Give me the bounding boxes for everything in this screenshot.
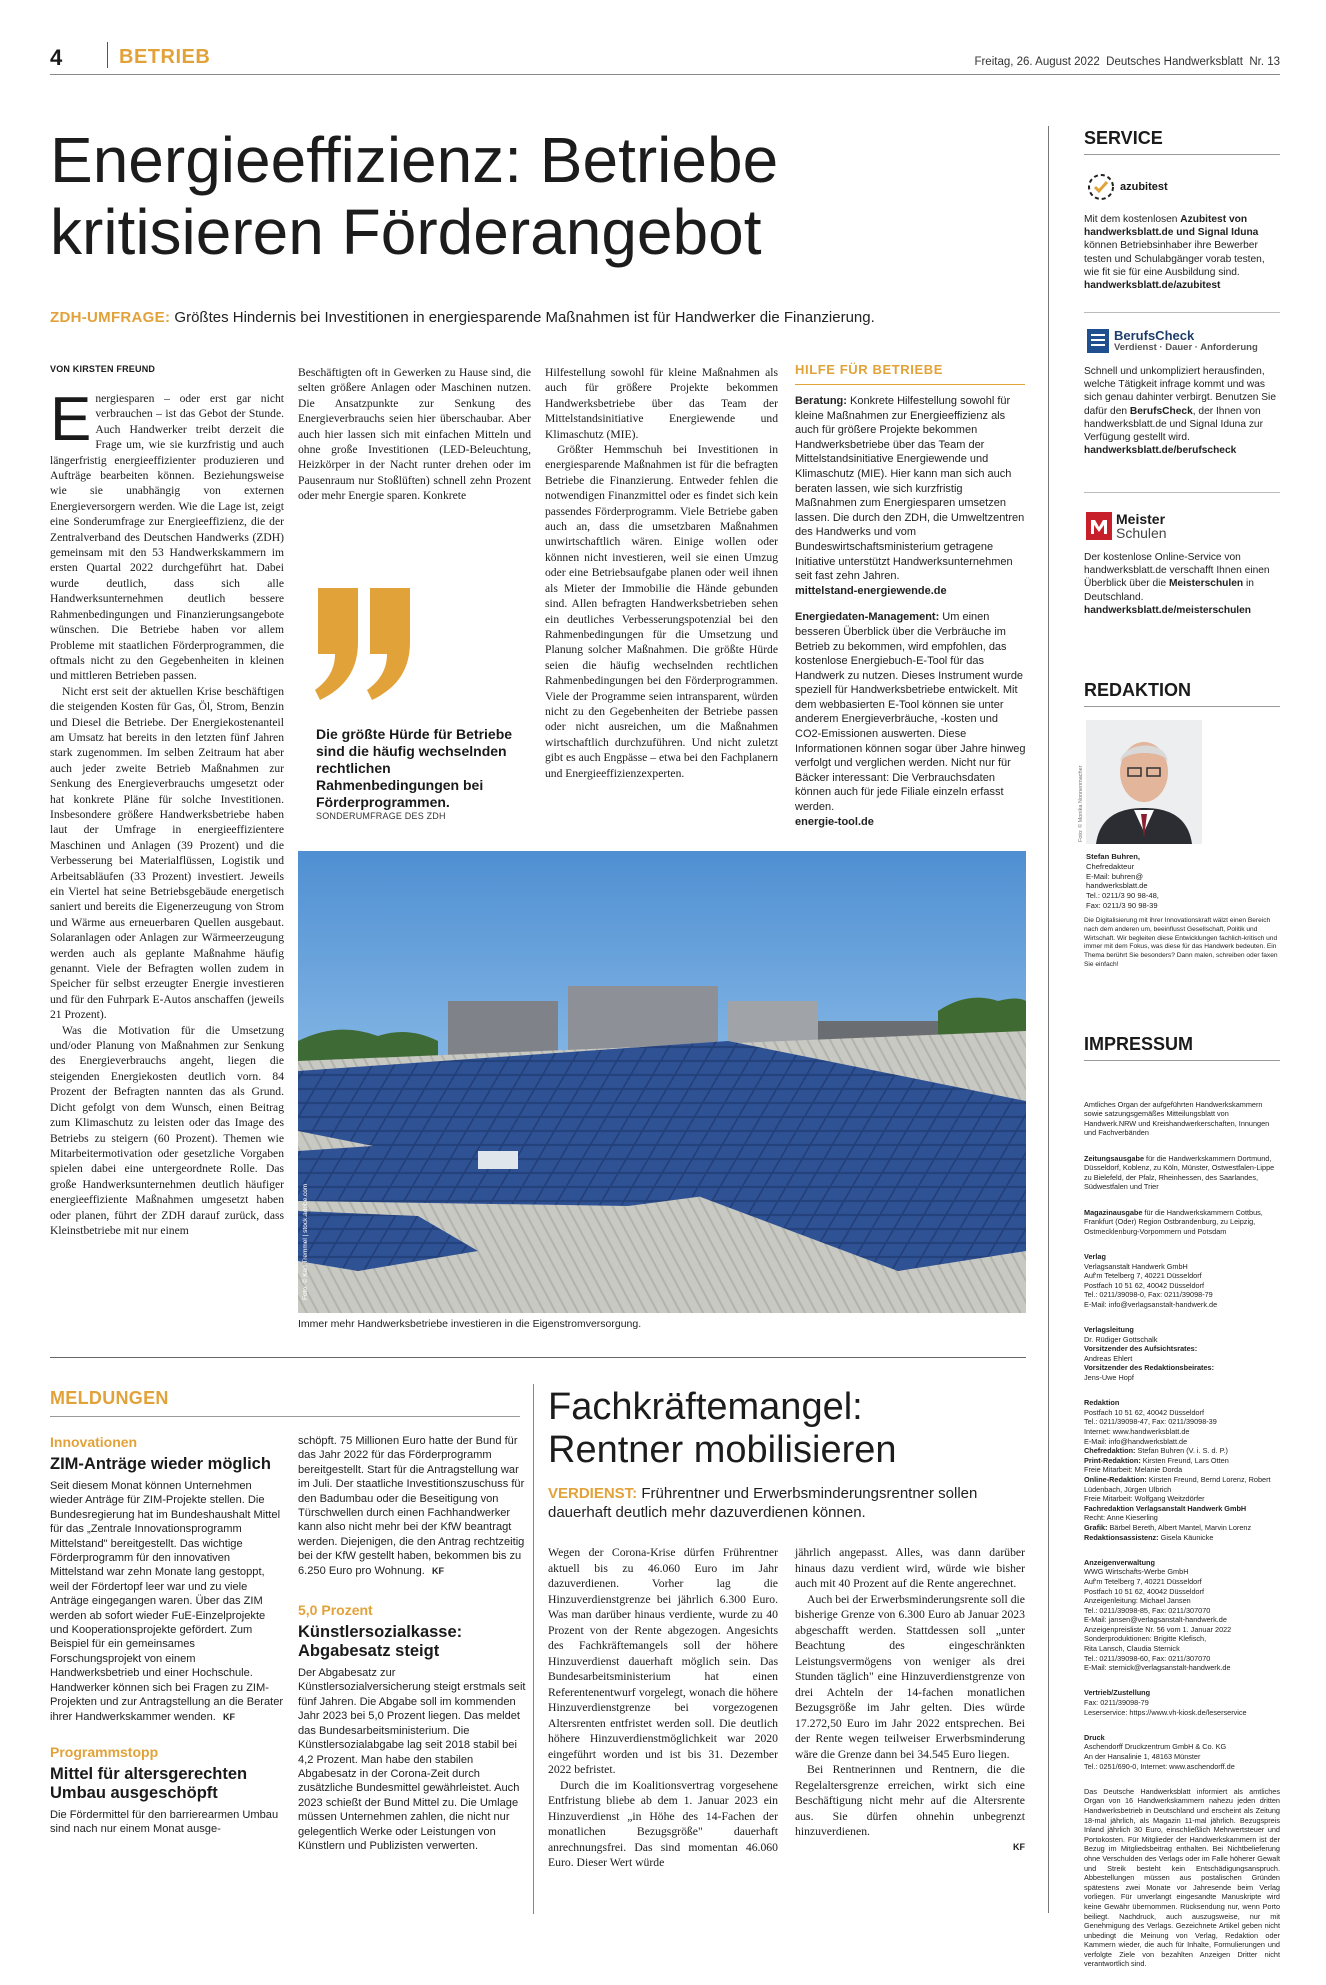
hilfe-energiedaten-text: Um einen besseren Überblick über die Verbräuche im Betrieb zu bekommen, wird empfohlen, das kostenlose Energiebuch-E-Tool für das Handwerk zu nutzen. Dieses Instrument wurde speziell für Handwerksbetriebe entwickelt. Mit dem webbasierten E-Tool können sie unter anderem Energieverbräuche, -kosten und CO2-Emissionen auswerten. Diese Informationen können sogar über Jahre hinweg verfolgt und verglichen werden. Nicht nur für Bäcker interessant: Die Verbrauchsdaten können auch für jede Filiale einzeln erfasst werden. (795, 611, 1026, 814)
berufscheck-link[interactable]: handwerksblatt.de/berufscheck (1084, 445, 1237, 457)
zeitung-text: für die Handwerkskammern Dortmund, Düsseldorf, Koblenz, zu Köln, Münster, Ostwestfalen-Lippe zu Bielefeld, der Pfalz, Rheinhessen, des Saarlandes, Südwestfalen und Trier (1084, 1153, 1275, 1192)
verlagsleitung-label: Verlagsleitung (1084, 1325, 1134, 1335)
col2-paragraph: Beschäftigten oft in Gewerken zu Hause sind, die selten größere Anlagen oder Maschinen nutzen. Die Ansatzpunkte zur Senkung des Energieverbrauchs seien hier überschaubar. Aber auch hier lassen sich mit einfachen Mitteln und ohne große Investitionen (LED-Beleuchtung, Heizkörper in der Nacht runter drehen oder im Pausenraum nur Stoßlüften) schnell zehn Prozent oder mehr Energie sparen. Konkrete (298, 366, 531, 503)
azubitest-logo-text: azubitest (1120, 181, 1168, 193)
assist-label: Redaktionsassistenz: (1084, 1532, 1159, 1542)
editor-role: Chefredakteur (1086, 861, 1135, 871)
main-headline (50, 124, 1050, 268)
second-headline (548, 1386, 1028, 1472)
redbeirat-text: Jens-Uwe Hopf (1084, 1373, 1134, 1383)
azubitest-text-a: Mit dem kostenlosen (1084, 214, 1181, 225)
main-kicker: ZDH-UMFRAGE: (50, 309, 171, 326)
col3-paragraph-1: Hilfestellung sowohl für kleine Maßnahmen als auch für größere Projekte bekommen Handwerksbetriebe über das Team der Mittelstandsinitiative Energiewende und Klimaschutz (MIE). (545, 366, 778, 441)
editor-fax: Fax: 0211/3 90 98-39 (1086, 900, 1158, 910)
second-headline-line-2: Rentner mobilisieren (548, 1429, 897, 1471)
main-article-col3 (545, 365, 778, 781)
verlag-text: Verlagsanstalt Handwerk GmbH Auf'm Tetelberg 7, 40221 Düsseldorf Postfach 10 51 62, 40042 Düsseldorf Tel.: 0211/39098-0, Fax: 0211/39098-79 E-Mail: info@verlagsanstalt-handwerk.de (1084, 1261, 1218, 1309)
meister-logo-text-2: Schulen (1116, 525, 1167, 541)
print-label: Print-Redaktion: (1084, 1455, 1141, 1465)
azubitest-link[interactable]: handwerksblatt.de/azubitest (1084, 280, 1221, 292)
item2-continuation (298, 1434, 526, 1578)
impressum-intro: Amtliches Organ der aufgeführten Handwerkskammern sowie satzungsgemäßes Mitteilungsblatt von Handwerk.NRW und Kreishandwerkerschaften, Innungen und Fachverbänden (1084, 1099, 1270, 1138)
item1-title: ZIM-Anträge wieder möglich (50, 1455, 271, 1473)
item2-title: Mittel für altersgerechten Umbau ausgeschöpft (50, 1764, 248, 1802)
service-title: SERVICE (1084, 128, 1163, 148)
hilfe-beratung-text: Konkrete Hilfestellung sowohl für kleine Maßnahmen zur Energieeffizienz als auch für größere Projekte bekommen Handwerksbetriebe über das Team der Mittelstandsinitiative Energiewende und Klimaschutz (MIE). Hier kann man sich auch beraten lassen, wie sich kurzfristig Maßnahmen zum Energiesparen umsetzen lassen. Die durch den ZDH, die Umweltzentren des Handwerks und vom Bundeswirtschaftsministerium getragene Initiative unterstützt Handwerksunternehmen seit fast zehn Jahren. (795, 395, 1025, 583)
second-col1-paragraph-2: Durch die im Koalitionsvertrag vorgesehene Entfristung bliebe ab dem 1. Januar 2023 ein Hinzuverdienst „in Höhe des 14-Fachen der monatlichen Bezugsgröße" dauerhaft anrechnungsfrei. Das sind momentan 46.060 Euro. Dieser Wert würde (548, 1778, 778, 1869)
item2-text: Die Fördermittel für den barrierearmen Umbau sind nach nur einem Monat ausge- (50, 1808, 279, 1836)
magazin-text: für die Handwerkskammern Cottbus, Frankfurt (Oder) Region Ostbrandenburg, zu Leipzig, Ostmecklenburg-Vorpommern und Potsdam (1084, 1207, 1263, 1236)
meister-logo-text-1: Meister (1116, 511, 1166, 527)
berufscheck-logo-text: BerufsCheck (1114, 327, 1195, 343)
editor-note: Die Digitalisierung mit ihrer Innovationskraft wälzt einen Bereich nach dem anderen um, beeinflusst Gesellschaft, Politik und Wirtschaft. Wir begleiten diese Entwicklungen fachlich-kritisch und immer mit dem Fokus, was diese für das Handwerk bedeuten. Ein Thema berührt Sie besonders? Dann malen, schreiben oder faxen Sie einfach! (1084, 917, 1278, 968)
azubitest-text (1084, 213, 1280, 292)
solar-photo (298, 851, 1026, 1313)
meister-m-icon (1086, 512, 1112, 540)
chefred-text: Stefan Buhren (V. i. S. d. P.) (1135, 1446, 1228, 1456)
section-label: BETRIEB (119, 46, 211, 68)
second-col1 (548, 1545, 778, 1871)
headline-line-2: kritisieren Förderangebot (50, 196, 762, 268)
checkmark-circle-icon (1086, 172, 1116, 202)
editor-name: Stefan Buhren, (1086, 852, 1141, 861)
online-text: Kirsten Freund, Bernd Lorenz, Robert Lüdenbach, Jürgen Ulbrich Freie Mitarbeit: Wolfgang Weitzdörfer (1084, 1474, 1271, 1504)
main-article-col2 (298, 365, 531, 504)
item1-signature: KF (222, 1711, 235, 1722)
vertrieb-label: Vertrieb/Zustellung (1084, 1688, 1151, 1698)
second-kicker: VERDIENST: (548, 1485, 638, 1502)
editor-tel: Tel.: 0211/3 90 98-48, (1086, 891, 1159, 901)
pull-quote: Die größte Hürde für Betriebe sind die häufig wechselnden rechtlichen Rahmenbedingungen bei Förderprogrammen. (316, 726, 513, 810)
hilfe-beratung-label: Beratung: (795, 395, 847, 407)
legal-text: Das Deutsche Handwerksblatt informiert als amtliches Organ von 16 Handwerkskammern nahezu jeden dritten Handwerksbetrieb in Deutschland und erscheint als Zeitung 18-mal jährlich, als Magazin 11-mal jährlich. Bezugspreis Inland jährlich 30 Euro, einschließlich Mehrwertsteuer und Portokosten. Für Mitglieder der Handwerkskammern ist der Bezug im Mitgliedsbeitrag enthalten. Bei Nichtbelieferung ohne Verschulden des Verlags oder im Falle höherer Gewalt und Streik besteht kein Entschädigungsanspruch. Abbestellungen müssen aus postalischen Gründen spätestens zwei Monate vor Jahresende beim Verlag vorliegen. Für unverlangt eingesandte Manuskripte wird keine Gewähr übernommen. Rücksendung nur, wenn Porto beiliegt. Nachdruck, auch auszugsweise, nur mit Genehmigung des Verlags. Gezeichnete Artikel geben nicht unbedingt die Meinung von Verlag, Redaktion oder Kammern wieder, die auch für Inhalte, Formulierungen und verfolgte Ziele von bezahlten Anzeigen Dritter nicht verantwortlich sind. (1084, 1786, 1280, 1969)
fach-label: Fachredaktion Verlagsanstalt Handwerk GmbH (1084, 1503, 1247, 1513)
col1-paragraph-3: Was die Motivation für die Umsetzung und/oder Planung von Maßnahmen zur Senkung des Energieverbrauchs angeht, liegen die steigenden Energiekosten deutlich vorn. 84 Prozent der Befragten nannten das als Grund. Dicht gefolgt von dem Wunsch, einen Beitrag zum Klimaschutz zu leisten oder das Image des Betriebs zu steigern (60 Prozent). Themen wie Mitarbeitermotivation oder gesetzliche Vorgaben spielen dabei eine untergeordnete Rolle. Das große Handwerksunternehmen deutlich häufiger energieeffiziente Maßnahmen umgesetzt haben oder planen, führt der ZDH darauf zurück, dass Kleinstbetriebe mit nur einem (50, 1023, 284, 1237)
print-text: Kirsten Freund, Lars Otten Freie Mitarbeit: Melanie Dorda (1084, 1455, 1229, 1475)
second-col2-paragraph-1: jährlich angepasst. Alles, was dann darüber hinaus dazu verdient wird, würde wie bisher auch mit 40 Prozent auf die Rente angerechnet. (795, 1546, 1025, 1590)
aufsicht-label: Vorsitzender des Aufsichtsrates: (1084, 1344, 1198, 1354)
redaktion-text: Postfach 10 51 62, 40042 Düsseldorf Tel.: 0211/39098-47, Fax: 0211/39098-39 Internet: www.handwerksblatt.de E-Mail: info@handwerksblatt.de (1084, 1407, 1217, 1446)
item2-continuation-text: schöpft. 75 Millionen Euro hatte der Bund für das Jahr 2022 für das Förderprogramm bereitgestellt. Start für die Antragstellung war im Juli. Der staatliche Investitionszuschuss für den Badumbau oder die Beseitigung von Türschwellen durch einen Fachhandwerker kann also nicht mehr bei der KfW beantragt werden. Diejenigen, die den Antrag rechtzeitig bei der KfW gestellt haben, bekommen bis zu 6.250 Euro pro Wohnung. (298, 1435, 525, 1577)
hilfe-energiedaten-label: Energiedaten-Management: (795, 611, 940, 624)
photo-credit: Foto: © Karl Tremmel | stock.adobe.com (302, 1183, 309, 1300)
druck-label: Druck (1084, 1732, 1105, 1742)
item3-text: Der Abgabesatz zur Künstlersozialversicherung steigt erstmals seit fünf Jahren. Die Abgabe soll im kommenden Jahr 2023 bei 5,0 Prozent liegen. Das meldet das Bundesarbeitsministerium. Die Künstlersozialabgabe lag seit 2018 stabil bei 4,2 Prozent. Man habe den stabilen Abgabesatz in der Corona-Zeit durch zusätzliche Bundesmittel gewährleistet. Auch 2023 schießt der Bund Mittel zu. Die Umlage müssen Unternehmen zahlen, die nicht nur gelegentlich Werke oder Leistungen von Künstlern und Publizisten verwerten. (298, 1667, 526, 1852)
second-signature: KF (1013, 1841, 1025, 1852)
redaktion-label: Redaktion (1084, 1398, 1120, 1408)
fach-text: Recht: Anne Kieserling (1084, 1513, 1158, 1523)
second-col2-paragraph-2: Auch bei der Erwerbsminderungsrente soll die bisherige Grenze von 6.300 Euro ab Januar 2023 abgeschafft werden. Stattdessen soll „unter Beachtung des eingeschränkten Leistungsvermögens von weniger als drei Stunden täglich" eine Hinzuverdienstgrenze von drei Achteln der 14-fachen monatlichen Bezugsgröße im Jahr gelten. Dies würde 17.272,50 Euro im Jahr 2022 entsprechen. Bei der Rente wegen teilweiser Erwerbsminderung wäre die Grenze dann bei 34.545 Euro liegen. (795, 1592, 1025, 1761)
item1-text (50, 1479, 284, 1724)
photo-caption: Immer mehr Handwerksbetriebe investieren in die Eigenstromversorgung. (298, 1318, 642, 1330)
meldungen-col1 (50, 1434, 284, 1837)
impressum-title: IMPRESSUM (1084, 1034, 1194, 1054)
mittelstand-link[interactable]: mittelstand-energiewende.de (795, 584, 947, 597)
second-subline (548, 1484, 1028, 1522)
berufscheck-logo (1086, 328, 1258, 354)
meister-logo (1086, 512, 1167, 540)
berufscheck-text (1084, 365, 1280, 457)
meister-link[interactable]: handwerksblatt.de/meisterschulen (1084, 604, 1252, 616)
editor-photo-credit: Foto: © Monika Nonnenmacher (1078, 765, 1084, 842)
verlag-label: Verlag (1084, 1251, 1106, 1261)
dropcap: E (50, 385, 92, 454)
item2-kicker: Programmstopp (50, 1743, 159, 1760)
azubitest-text-b: können Betriebsinhaber ihre Bewerber testen und Schulabgänger vorab testen, wie fit sie für eine Ausbildung sind. (1084, 240, 1265, 278)
headline-line-1: Energieeffizienz: Betriebe (50, 124, 779, 196)
chefred-label: Chefredaktion: (1084, 1446, 1136, 1456)
quote-mark-icon (313, 584, 415, 704)
energie-tool-link[interactable]: energie-tool.de (795, 815, 874, 828)
anzeigen-text: WWG Wirtschafts-Werbe GmbH Auf'm Tetelberg 7, 40221 Düsseldorf Postfach 10 51 62, 40042 Düsseldorf Anzeigenleitung: Michael Jansen Tel.: 0211/39098-85, Fax: 0211/307070 E-Mail: jansen@verlagsanstalt-handwerk.de Anzeigenpreisliste Nr. 56 vom 1. Januar 2022 Sonderproduktionen: Brigitte Klefisch, Rita Lansch, Claudia Sternick Tel.: 0211/39098-60, Fax: 0211/307070 E-Mail: sternick@verlagsanstalt-handwerk.de (1084, 1567, 1232, 1673)
item2-signature: KF (431, 1565, 444, 1576)
page-number: 4 (50, 45, 63, 70)
col1-paragraph-2: Nicht erst seit der aktuellen Krise beschäftigen die steigenden Kosten für Gas, Öl, Strom, Benzin und Diesel die Betriebe. Der Energiekostenanteil am Umsatz hat bereits in den letzten fünf Jahren stark zugenommen. Im selben Zeitraum hat aber auch jeder zweite Betrieb Maßnahmen zur Senkung des Energieverbrauchs umgesetzt oder hat konkrete Pläne für solche Investitionen. Insbesondere größere Handwerksbetriebe haben laut der Umfrage in energieeffizientere Maschinen und Anlagen (39 Prozent) und die Verbesserung bei Materialflüssen, Logistik und Arbeitsabläufen (33 Prozent) investiert. Jeweils ein Viertel hat seine Betriebsgebäude energetisch saniert und bereits die Eigenerzeugung von Strom und Wärme aus erneuerbaren Quellen ausgebaut. Solaranlagen oder Anlagen zur Wärmeerzeugung werden auch als geplante Maßnahme häufig genannt. Viele der Befragten wollen zudem in Speicher für selbst erzeugter Energie investieren und für den Fuhrpark E-Autos anschaffen (jeweils 21 Prozent). (50, 684, 284, 1022)
second-col2 (795, 1545, 1025, 1855)
azubitest-bold: Azubitest von handwerksblatt.de und Signal Iduna (1084, 214, 1259, 239)
pull-quote-source: SONDERUMFRAGE DES ZDH (316, 811, 446, 821)
second-headline-line-1: Fachkräftemangel: (548, 1386, 863, 1428)
anzeigen-label: Anzeigenverwaltung (1084, 1557, 1155, 1567)
verlagsleitung-text: Dr. Rüdiger Gottschalk (1084, 1334, 1158, 1344)
redbeirat-label: Vorsitzender des Redaktionsbeirates: (1084, 1363, 1215, 1373)
item1-kicker: Innovationen (50, 1434, 138, 1450)
grafik-text: Bärbel Bereth, Albert Mantel, Marvin Lorenz (1107, 1522, 1252, 1532)
meldungen-col2 (298, 1434, 526, 1853)
berufscheck-logo-sub: Verdienst · Dauer · Anforderung (1114, 341, 1258, 353)
redaktion-title: REDAKTION (1084, 680, 1191, 700)
online-label: Online-Redaktion: (1084, 1474, 1147, 1484)
meister-bold: Meisterschulen (1168, 578, 1244, 590)
list-document-icon (1086, 328, 1110, 354)
berufscheck-bold: BerufsCheck (1129, 405, 1193, 417)
byline: VON KIRSTEN FREUND (50, 364, 156, 374)
editor-email[interactable]: E-Mail: buhren@ handwerksblatt.de (1086, 871, 1148, 891)
meldungen-title: MELDUNGEN (50, 1388, 169, 1408)
druck-text: Aschendorff Druckzentrum GmbH & Co. KG An der Hansalinie 1, 48163 Münster Tel.: 0251/690-0, Internet: www.aschendorff.de (1084, 1742, 1235, 1771)
issue-info: Freitag, 26. August 2022 Deutsches Handwerksblatt Nr. 13 (974, 56, 1280, 68)
assist-text: Gisela Käunicke (1158, 1532, 1214, 1542)
berufscheck-text-b: , der Ihnen von handwerksblatt.de und Signal Iduna zur Verfügung gestellt wird. (1084, 405, 1263, 444)
item3-kicker: 5,0 Prozent (298, 1602, 373, 1619)
col3-paragraph-2: Größter Hemmschuh bei Investitionen in energiesparende Maßnahmen ist für die befragten Betriebe die Finanzierung. Entweder fehlen die notwendigen Finanzmittel oder es findet sich kein passendes Förderprogramm. Viele Betriebe gaben auch an, dass die umsetzbaren Maßnahmen unwirtschaftlich wären. Einige wollen oder können nicht investieren, weil sie einen Umzug oder eine Betriebsaufgabe planen oder weil ihnen als Mieter der Immobilie die Hände gebunden sind. Allen befragten Handwerksbetrieben sehen ein deutliches Verbesserungspotenzial bei den Rahmenbedingungen für die Umsetzung und Planung solcher Maßnahmen. Die größte Hürde seien die häufig wechselnden rechtlichen Rahmenbedingungen bei den Förderprogrammen. Viele der Programme seien intransparent, würden nicht zu den Gegebenheiten der Betriebe passen oder nicht ausreichen, um die Maßnahmen wirtschaftlich durchzuführen. Und nicht zuletzt gibt es auch Engpässe – etwa bei den Fachplanern und Energieeffizienzexperten. (545, 443, 778, 780)
aufsicht-text: Andreas Ehlert (1084, 1353, 1133, 1363)
hilfe-box-title: HILFE FÜR BETRIEBE (795, 362, 944, 377)
second-col2-paragraph-3: Bei Rentnerinnen und Rentnern, die die Regelaltersgrenze erreichen, wirkt sich eine Beschäftigung nicht mehr auf die Altersrente aus. Sie dürfen ohnehin unbegrenzt hinzuverdienen. (795, 1763, 1025, 1838)
main-article-col1 (50, 385, 284, 1238)
solar-roof-illustration (298, 851, 1026, 1313)
meister-text (1084, 551, 1280, 617)
hilfe-box-body (795, 394, 1027, 829)
zeitung-label: Zeitungsausgabe (1084, 1153, 1145, 1163)
main-subline-text: Größtes Hindernis bei Investitionen in energiesparende Maßnahmen ist für Handwerker die Finanzierung. (174, 309, 875, 326)
magazin-label: Magazinausgabe (1084, 1207, 1143, 1217)
editor-portrait (1086, 720, 1202, 844)
vertrieb-text: Fax: 0211/39098-79 Leserservice: https://www.vh-kiosk.de/leserservice (1084, 1698, 1247, 1717)
editor-contact (1086, 852, 1196, 911)
item1-body: Seit diesem Monat können Unternehmen wieder Anträge für ZIM-Projekte stellen. Die Bundesregierung hat im Bundeshaushalt Mittel für das „Zentrale Innovationsprogramm Mittelstand" bereitgestellt. Das wichtige Förderprogramm für den innovativen Mittelstand war zehn Monate lang gestoppt, weil der Fördertopf leer war und zu viele Anträge eingegangen waren. Über das ZIM werden ab sofort wieder FuE-Einzelprojekte und Kooperationsprojekte gefördert. Zum Beispiel für ein gemeinsames Forschungsprojekt von einem Handwerksbetrieb und einer Hochschule. Handwerker können sich bei Fragen zu ZIM-Projekten und zur Antragstellung an die Berater ihrer Handwerkskammer wenden. (50, 1480, 284, 1723)
item3-title: Künstlersozialkasse: Abgabesatz steigt (298, 1623, 463, 1661)
meister-text-a: Der kostenlose Online-Service von handwerksblatt.de verschafft Ihnen einen Überblick über die (1084, 552, 1270, 590)
berufscheck-text-a: Schnell und unkompliziert herausfinden, welche Tätigkeit infrage kommt und was sich genau dahinter verbirgt. Benutzen Sie dafür den (1084, 366, 1276, 417)
second-col1-paragraph-1: Wegen der Corona-Krise dürfen Frührentner aktuell bis zu 46.060 Euro im Jahr dazuverdienen. Vorher lag die Hinzuverdienstgrenze bei jährlich 6.300 Euro. Was man darüber hinaus verdiente, wurde zu 40 Prozent von der Rente abgezogen. Angesichts des Fachkräftemangels soll der höhere Hinzuverdienst dauerhaft möglich sein. Das Bundesarbeitsministerium hat einen Referentenentwurf vorgelegt, wonach die höhere Hinzuverdienstgrenze bei vorgezogenen Altersrenten entfristet werden soll. Die deutlich höhere Hinzuverdienstmöglichkeit war 2020 eingeführt worden und ist bis 31. Dezember 2022 befristet. (548, 1546, 778, 1776)
editor-photo (1086, 720, 1202, 844)
azubitest-logo (1086, 172, 1168, 202)
col1-paragraph-1: nergiesparen – oder erst gar nicht verbrauchen – ist das Gebot der Stunde. Auch Handwerker treibt derzeit die Frage um, wie sie kurzfristig und auch längerfristig energieeffizienter produzieren und Aufträge bearbeiten können. Beziehungsweise wie sie unabhängig von externen Energieversorgern werden. Wie die Lage ist, zeigt eine Sonderumfrage zur Energieeffizienz, die der Zentralverband des Deutschen Handwerks (ZDH) gemeinsam mit den 53 Handwerkskammern im ersten Quartal 2022 durchgeführt hat. Dabei wurde deutlich, dass sich alle Handwerksunternehmen deutlich bessere Rahmenbedingungen und Finanzierungsangebote wünschen. Die Betriebe haben vor allem Probleme mit staatlichen Förderprogrammen, die oftmals nicht zu den Gegebenheiten in kleinen und mittleren Betrieben passen. (50, 392, 284, 683)
main-subline (50, 309, 1030, 326)
impressum-body (1084, 1090, 1280, 1985)
meister-text-b: in Deutschland. (1084, 578, 1254, 603)
grafik-label: Grafik: (1084, 1522, 1108, 1532)
second-subline-text: Frührentner und Erwerbsminderungsrentner sollen dauerhaft deutlich mehr dazuverdienen können. (548, 1485, 978, 1521)
